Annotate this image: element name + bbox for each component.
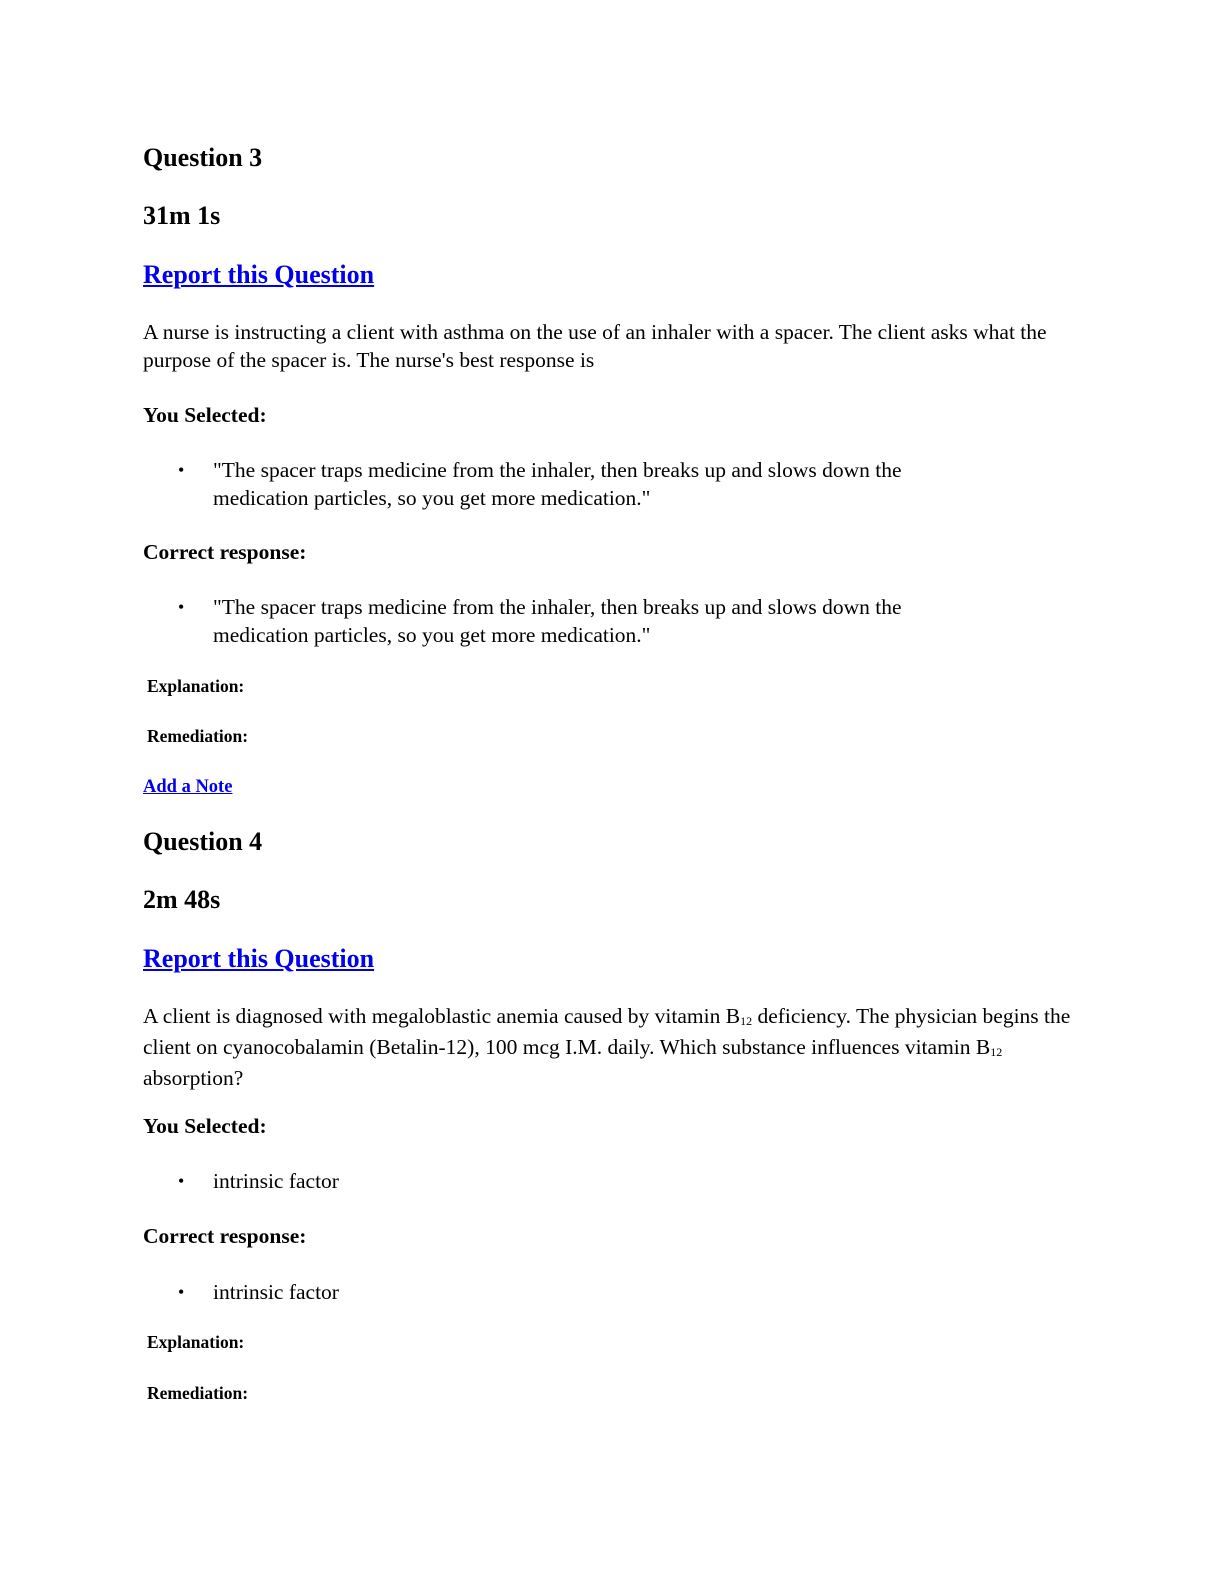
question-3-report-link[interactable]: Report this Question bbox=[143, 260, 375, 289]
question-3-add-note-link[interactable]: Add a Note bbox=[143, 777, 233, 797]
question-4-stem-subscript-1: 12 bbox=[740, 1014, 753, 1028]
question-3-correct-list bbox=[143, 593, 943, 649]
bullet-icon: • bbox=[178, 1282, 185, 1302]
question-3-time: 31m 1s bbox=[143, 201, 221, 230]
question-4-stem-part3: absorption? bbox=[143, 1066, 244, 1090]
question-3-correct-answer-text: "The spacer traps medicine from the inhaler, then breaks up and slows down the medication particles, so you get more medication." bbox=[213, 595, 902, 647]
question-4-stem-part2: deficiency. The physician begins the client on cyanocobalamin (Betalin-12), 100 mcg I.M. daily. Which substance influences vitamin B bbox=[143, 1004, 1071, 1059]
question-4-stem bbox=[143, 1002, 1073, 1092]
question-3-correct-label: Correct response: bbox=[143, 540, 307, 564]
question-4-report-link[interactable]: Report this Question bbox=[143, 944, 375, 973]
question-4-correct-answer-text: intrinsic factor bbox=[213, 1280, 339, 1304]
question-3-correct-answer bbox=[143, 593, 943, 649]
question-3-stem: A nurse is instructing a client with asthma on the use of an inhaler with a spacer. The client asks what the purpose of the spacer is. The nurse's best response is bbox=[143, 320, 1047, 372]
question-4-selected-list bbox=[143, 1167, 943, 1195]
question-4-correct-label: Correct response: bbox=[143, 1224, 307, 1248]
question-4-correct-answer bbox=[143, 1278, 943, 1306]
question-3-selected-list bbox=[143, 456, 943, 512]
question-4-correct-list bbox=[143, 1278, 943, 1306]
question-4-selected-answer bbox=[143, 1167, 943, 1195]
question-3-heading: Question 3 bbox=[143, 143, 263, 172]
bullet-icon: • bbox=[178, 460, 185, 480]
question-3-explanation-label: Explanation: bbox=[147, 676, 245, 696]
bullet-icon: • bbox=[178, 597, 185, 617]
question-3-remediation-label: Remediation: bbox=[147, 726, 249, 746]
question-4-selected-answer-text: intrinsic factor bbox=[213, 1169, 339, 1193]
question-4-time: 2m 48s bbox=[143, 885, 221, 914]
question-3-selected-answer-text: "The spacer traps medicine from the inhaler, then breaks up and slows down the medication particles, so you get more medication." bbox=[213, 458, 902, 510]
question-4-stem-subscript-2: 12 bbox=[990, 1045, 1003, 1059]
question-4-stem-part1: A client is diagnosed with megaloblastic anemia caused by vitamin B bbox=[143, 1004, 741, 1028]
bullet-icon: • bbox=[178, 1171, 185, 1191]
question-3-selected-answer bbox=[143, 456, 943, 512]
question-4-heading: Question 4 bbox=[143, 827, 263, 856]
question-3-selected-label: You Selected: bbox=[143, 403, 267, 427]
question-4-remediation-label: Remediation: bbox=[147, 1383, 249, 1403]
question-4-explanation-label: Explanation: bbox=[147, 1332, 245, 1352]
question-4-selected-label: You Selected: bbox=[143, 1114, 267, 1138]
